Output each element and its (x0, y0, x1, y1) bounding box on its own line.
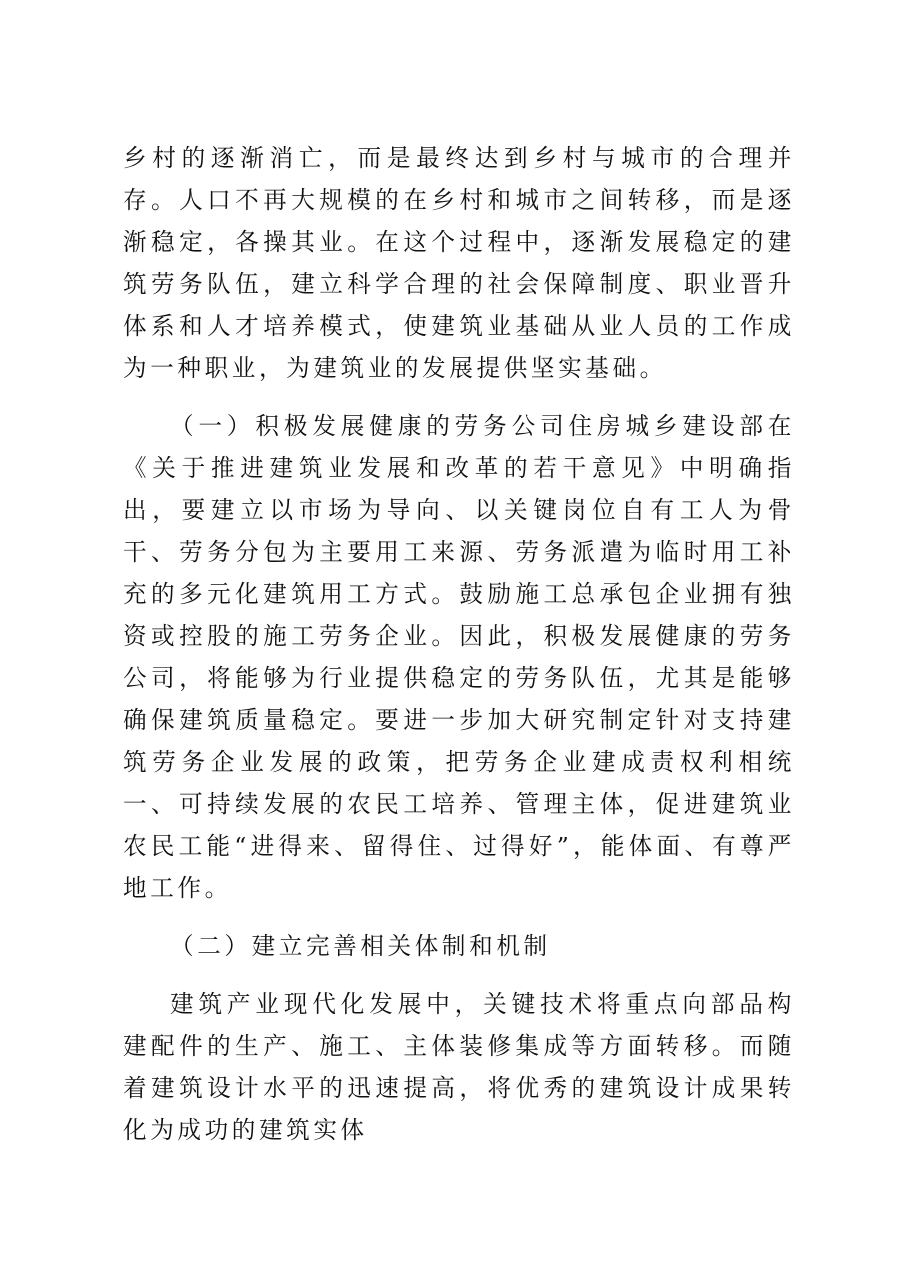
document-page (123, 137, 795, 1151)
paragraph-2: （一）积极发展健康的劳务公司住房城乡建设部在《关于推进建筑业发展和改革的若干意见》中明确指出，要建立以市场为导向、以关键岗位自有工人为骨干、劳务分包为主要用工来源、劳务派遣为临时用工补充的多元化建筑用工方式。鼓励施工总承包企业拥有独资或控股的施工劳务企业。因此，积极发展健康的劳务公司，将能够为行业提供稳定的劳务队伍，尤其是能够确保建筑质量稳定。要进一步加大研究制定针对支持建筑劳务企业发展的政策，把劳务企业建成责权利相统一、可持续发展的农民工培养、管理主体，促进建筑业农民工能“进得来、留得住、过得好”，能体面、有尊严地工作。 (123, 412, 795, 902)
paragraph-3: 建筑产业现代化发展中，关键技术将重点向部品构建配件的生产、施工、主体装修集成等方面转移。而随着建筑设计水平的迅速提高，将优秀的建筑设计成果转化为成功的建筑实体 (123, 990, 795, 1144)
paragraph-1: 乡村的逐渐消亡，而是最终达到乡村与城市的合理并存。人口不再大规模的在乡村和城市之间转移，而是逐渐稳定，各操其业。在这个过程中，逐渐发展稳定的建筑劳务队伍，建立科学合理的社会保障制度、职业晋升体系和人才培养模式，使建筑业基础从业人员的工作成为一种职业，为建筑业的发展提供坚实基础。 (123, 144, 795, 382)
section-heading: （二）建立完善相关体制和机制 (170, 932, 551, 960)
